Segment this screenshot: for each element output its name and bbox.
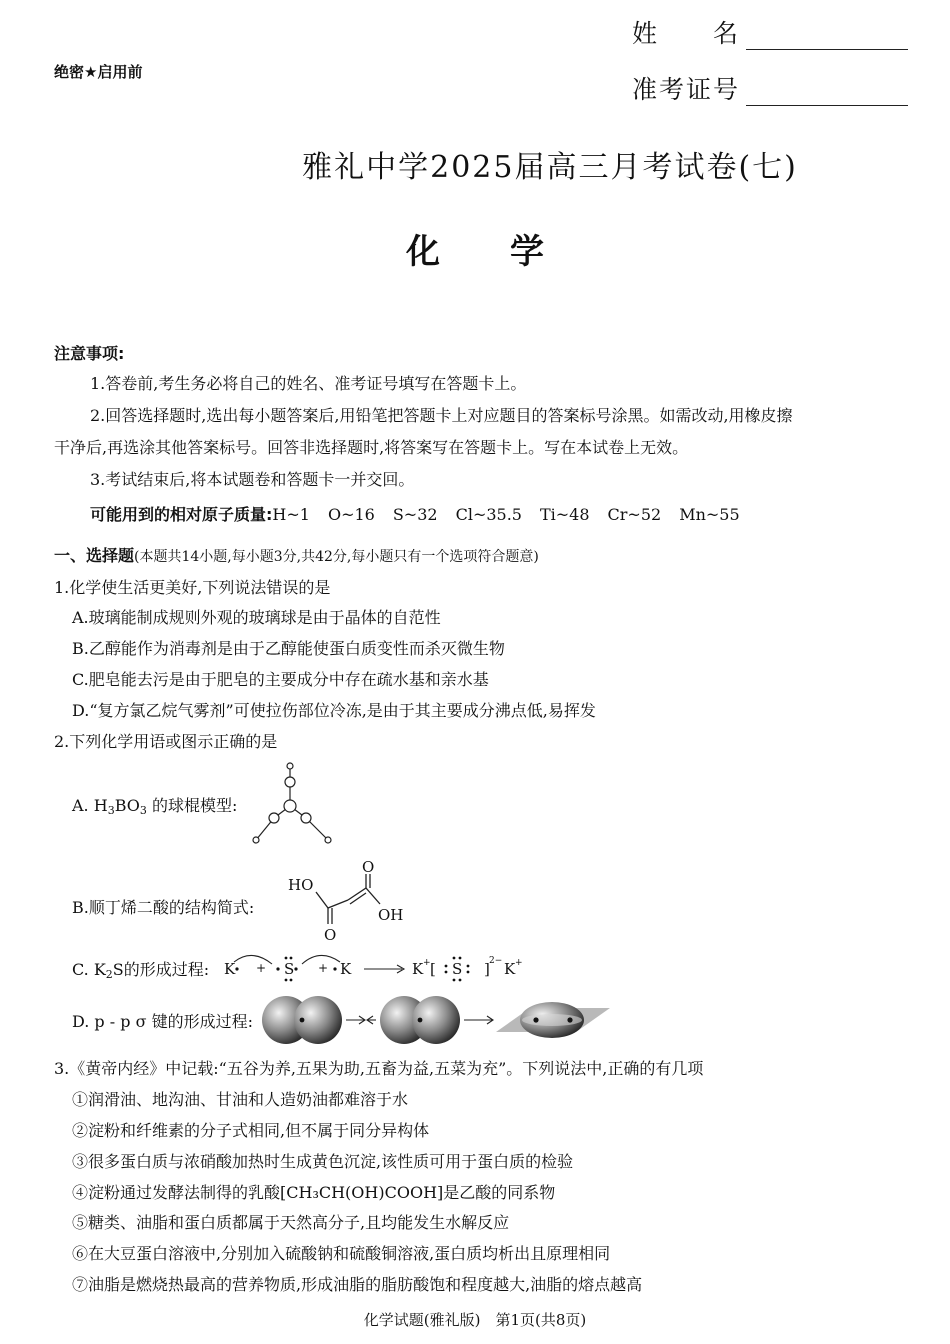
sigma-bond-diagram bbox=[258, 994, 618, 1050]
statement-item: ③很多蛋白质与浓硝酸加热时生成黄色沉淀,该性质可用于蛋白质的检验 bbox=[72, 1152, 574, 1171]
k-atom: K bbox=[224, 960, 236, 978]
formula-part: A. H bbox=[72, 796, 108, 815]
name-blank[interactable] bbox=[746, 27, 908, 50]
formula-part: BO bbox=[114, 796, 140, 815]
statement-item: ⑤糖类、油脂和蛋白质都属于天然高分子,且均能发生水解反应 bbox=[72, 1213, 510, 1232]
structure-label: HO bbox=[288, 876, 314, 894]
k-atom: K bbox=[340, 960, 352, 978]
note-item: 1.答卷前,考生务必将自己的姓名、准考证号填写在答题卡上。 bbox=[90, 374, 527, 393]
plus-sign: + bbox=[318, 961, 329, 975]
option-label: 的球棍模型: bbox=[146, 796, 238, 815]
formula-subscript: 3 bbox=[107, 804, 115, 817]
k-ion: K bbox=[412, 960, 424, 978]
formula-subscript: 3 bbox=[139, 804, 147, 817]
ball-stick-model bbox=[248, 760, 338, 850]
formula-subscript: 2 bbox=[105, 968, 113, 981]
atomic-mass-label: 可能用到的相对原子质量: bbox=[90, 505, 273, 524]
option-label: S的形成过程: bbox=[112, 960, 210, 979]
notes-heading: 注意事项: bbox=[54, 344, 125, 363]
subject-title: 化学 bbox=[406, 232, 614, 272]
structure-label: O bbox=[362, 858, 375, 876]
section-title: 一、选择题 bbox=[54, 546, 135, 565]
s-atom: S bbox=[284, 960, 295, 978]
atomic-mass: S~32 bbox=[392, 505, 438, 524]
k-ion: K bbox=[504, 960, 516, 978]
option-a: A.玻璃能制成规则外观的玻璃球是由于晶体的自范性 bbox=[72, 608, 441, 627]
question-stem: 1.化学使生活更美好,下列说法错误的是 bbox=[54, 578, 331, 597]
statement-item: ④淀粉通过发酵法制得的乳酸[CH₃CH(OH)COOH]是乙酸的同系物 bbox=[72, 1183, 556, 1202]
option-c: C.肥皂能去污是由于肥皂的主要成分中存在疏水基和亲水基 bbox=[72, 670, 489, 689]
plus-sign: + bbox=[256, 961, 267, 975]
exam-id-label: 准考证号 bbox=[632, 75, 741, 104]
s-ion: S bbox=[452, 960, 463, 978]
maleic-acid-structure bbox=[286, 858, 416, 942]
atomic-mass: Ti~48 bbox=[539, 505, 590, 524]
statement-item: ②淀粉和纤维素的分子式相同,但不属于同分异构体 bbox=[72, 1121, 430, 1140]
atomic-mass: Cr~52 bbox=[607, 505, 662, 524]
name-field bbox=[632, 14, 908, 50]
option-b: B.顺丁烯二酸的结构简式: bbox=[72, 898, 255, 917]
atomic-mass: H~1 bbox=[272, 505, 310, 524]
section-heading bbox=[54, 546, 900, 567]
question-stem: 3.《黄帝内经》中记载:“五谷为养,五果为助,五畜为益,五菜为充”。下列说法中,正确的有几项 bbox=[54, 1059, 704, 1078]
section-note: (本题共14小题,每小题3分,共42分,每小题只有一个选项符合题意) bbox=[134, 549, 539, 565]
option-d: D. p - p σ 键的形成过程: bbox=[72, 1012, 253, 1031]
charge-superscript: + bbox=[423, 958, 431, 968]
charge-superscript: + bbox=[515, 958, 523, 968]
atomic-masses bbox=[90, 502, 758, 525]
question-stem: 2.下列化学用语或图示正确的是 bbox=[54, 732, 278, 751]
statement-item: ⑥在大豆蛋白溶液中,分别加入硫酸钠和硫酸铜溶液,蛋白质均析出且原理相同 bbox=[72, 1244, 611, 1263]
option-a bbox=[72, 796, 918, 821]
name-label: 姓 名 bbox=[632, 19, 741, 48]
note-item: 2.回答选择题时,选出每小题答案后,用铅笔把答题卡上对应题目的答案标号涂黑。如需改动,用橡皮擦 bbox=[90, 406, 793, 425]
structure-label: O bbox=[324, 926, 337, 944]
confidential-mark: 绝密★启用前 bbox=[54, 63, 143, 81]
page-footer: 化学试题(雅礼版) 第1页(共8页) bbox=[363, 1311, 587, 1329]
structure-label: OH bbox=[378, 906, 404, 924]
bracket: [ bbox=[430, 960, 436, 978]
option-d: D.“复方氯乙烷气雾剂”可使拉伤部位冷冻,是由于其主要成分沸点低,易挥发 bbox=[72, 701, 596, 720]
atomic-mass: O~16 bbox=[327, 505, 375, 524]
exam-title: 雅礼中学2025届高三月考试卷(七) bbox=[302, 150, 798, 185]
charge-superscript: 2− bbox=[489, 956, 503, 966]
formula-part: C. K bbox=[72, 960, 106, 979]
exam-id-field bbox=[632, 70, 908, 106]
k2s-electron-formula bbox=[220, 950, 540, 990]
statement-item: ①润滑油、地沟油、甘油和人造奶油都难溶于水 bbox=[72, 1090, 409, 1109]
exam-id-blank[interactable] bbox=[746, 83, 908, 106]
option-b: B.乙醇能作为消毒剂是由于乙醇能使蛋白质变性而杀灭微生物 bbox=[72, 639, 505, 658]
note-item: 干净后,再选涂其他答案标号。回答非选择题时,将答案写在答题卡上。写在本试卷上无效。 bbox=[54, 438, 689, 457]
bracket: ] bbox=[484, 960, 490, 978]
statement-item: ⑦油脂是燃烧热最高的营养物质,形成油脂的脂肪酸饱和程度越大,油脂的熔点越高 bbox=[72, 1275, 643, 1294]
atomic-mass: Mn~55 bbox=[679, 505, 740, 524]
atomic-mass: Cl~35.5 bbox=[455, 505, 522, 524]
note-item: 3.考试结束后,将本试题卷和答题卡一并交回。 bbox=[90, 470, 415, 489]
